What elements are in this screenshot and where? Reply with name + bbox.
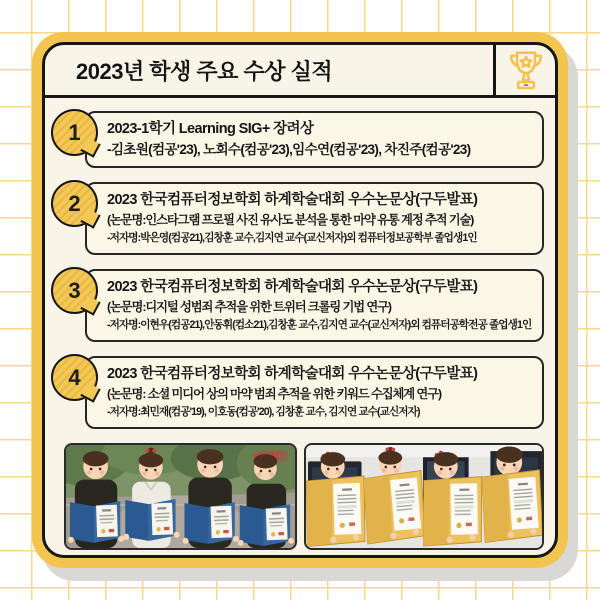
indoor-photo-graphic [306, 445, 542, 548]
award-authors: -저자명:박은영(컴공21),김창훈 교수,김지연 교수(교신저자)외 컴퓨터정보공학부 졸업생1인 [107, 231, 477, 244]
indoor-awardees-photo [304, 443, 544, 550]
award-paper-title: (논문명:디지털 성범죄 추적을 위한 트위터 크롤링 기법 연구) [107, 299, 391, 314]
award-authors: -저자명:최민재(컴공'19), 이호동(컴공'20), 김창훈 교수, 김지연 교수(교신저자) [107, 405, 420, 418]
award-number-bubble-2 [51, 180, 98, 227]
award-item-2 [51, 182, 544, 255]
award-number: 1 [68, 119, 81, 145]
award-number: 3 [68, 277, 81, 303]
award-item-3 [51, 269, 544, 342]
award-number-bubble-1 [51, 109, 98, 156]
award-box-3 [85, 269, 544, 342]
photo-row [64, 443, 544, 550]
award-item-1 [51, 111, 544, 168]
card-header [45, 45, 555, 98]
award-number-bubble-3 [51, 267, 98, 314]
trophy-with-star-icon [508, 49, 544, 91]
award-number: 2 [68, 190, 81, 216]
award-number: 4 [68, 364, 81, 390]
award-title: 2023 한국컴퓨터정보학회 하계학술대회 우수논문상(구두발표) [107, 279, 478, 296]
award-title: 2023 한국컴퓨터정보학회 하계학술대회 우수논문상(구두발표) [107, 366, 478, 383]
award-title: 2023-1학기 Learning SIG+ 장려상 [107, 121, 314, 137]
award-authors: -저자명:이현우(컴공21),안동휘(컴소21),김창훈 교수,김지연 교수(교신저자)외 컴퓨터공학전공 졸업생1인 [107, 318, 532, 331]
student-8 [496, 447, 523, 476]
student-5 [320, 452, 345, 479]
award-number-bubble-4 [51, 354, 98, 401]
award-list [45, 98, 555, 558]
award-card [42, 42, 558, 558]
page-title: 2023년 학생 주요 수상 실적 [76, 58, 333, 84]
award-title: 2023 한국컴퓨터정보학회 하계학술대회 우수논문상(구두발표) [107, 192, 478, 209]
award-authors: -김초원(컴공'23), 노회수(컴공'23),임수연(컴공'23), 차진주(컴공'23) [107, 141, 471, 157]
outdoor-awardees-photo [64, 443, 297, 550]
award-paper-title: (논문명: 소셜 미디어 상의 마약 범죄 추적을 위한 키워드 수집체계 연구) [107, 386, 441, 401]
award-paper-title: (논문명:인스타그램 프로필 사진 유사도 분석을 통한 마약 유통 계정 추적 기술) [107, 212, 474, 227]
outdoor-photo-graphic [66, 445, 295, 548]
award-item-4 [51, 356, 544, 429]
award-box-4 [85, 356, 544, 429]
trophy-cell [493, 45, 555, 95]
award-box-1 [85, 111, 544, 168]
award-box-2 [85, 182, 544, 255]
student-7 [433, 451, 458, 479]
